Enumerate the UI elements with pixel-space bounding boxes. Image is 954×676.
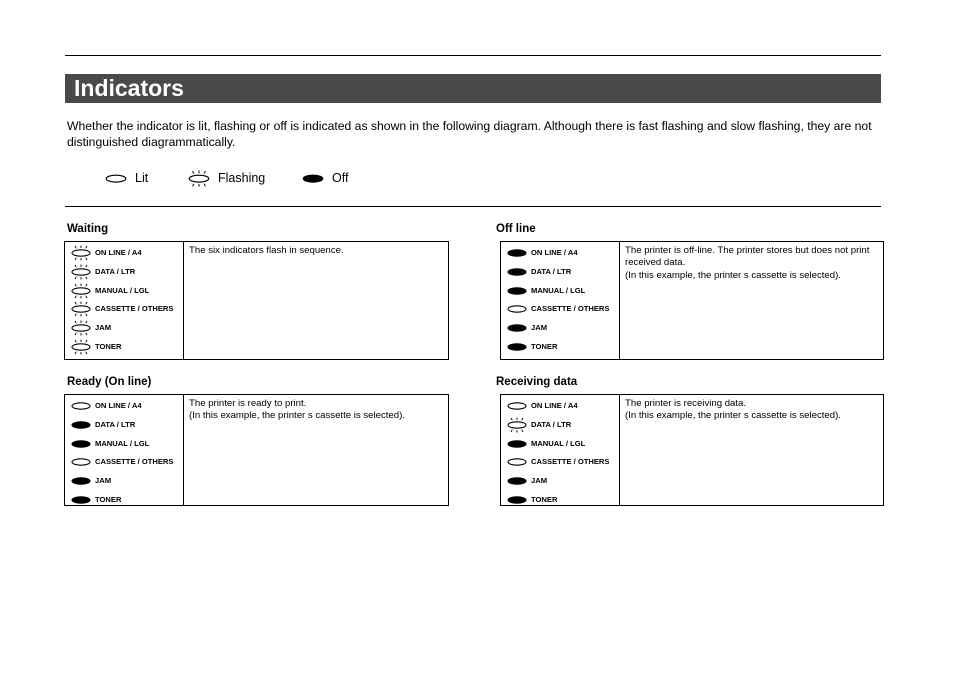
panel-description: The printer is receiving data. (In this example, the printer s cassette is selected).: [625, 398, 841, 422]
indicator-row: [69, 320, 183, 336]
indicator-label: ON LINE / A4: [531, 401, 578, 410]
indicator-row: [505, 492, 619, 508]
indicator-label: DATA / LTR: [95, 419, 136, 429]
indicator-row: [505, 339, 619, 355]
legend-lit-label: Lit: [135, 171, 149, 185]
indicator-label: TONER: [95, 495, 122, 504]
section-title-off-line: Off line: [496, 223, 536, 235]
indicator-row: [505, 398, 619, 414]
indicator-row: [505, 264, 619, 280]
indicator-label: CASSETTE / OTHERS: [531, 457, 610, 467]
page-title: Indicators: [74, 75, 184, 101]
indicator-row: [505, 454, 619, 470]
indicator-column: [65, 395, 184, 505]
indicator-label: CASSETTE / OTHERS: [531, 304, 610, 314]
indicator-row: [69, 245, 183, 261]
indicator-row: [505, 436, 619, 452]
legend-off-label: Off: [332, 171, 349, 185]
indicator-row: [69, 417, 183, 433]
indicator-label: ON LINE / A4: [531, 248, 578, 257]
indicator-label: ON LINE / A4: [95, 401, 142, 410]
indicator-row: [69, 473, 183, 489]
indicator-label: MANUAL / LGL: [531, 285, 586, 295]
indicator-row: [69, 283, 183, 299]
section-divider: [65, 206, 881, 207]
indicator-column: [65, 242, 184, 359]
indicator-label: TONER: [95, 342, 122, 351]
indicator-row: [69, 264, 183, 280]
legend-flashing-label: Flashing: [218, 171, 266, 185]
indicator-row: [505, 473, 619, 489]
indicator-label: DATA / LTR: [531, 419, 572, 429]
panel-ready: [64, 394, 449, 506]
indicator-label: DATA / LTR: [531, 266, 572, 276]
indicator-label: JAM: [531, 323, 548, 333]
indicator-label: MANUAL / LGL: [95, 438, 150, 448]
indicator-row: [505, 320, 619, 336]
indicator-label: MANUAL / LGL: [95, 285, 150, 295]
indicator-row: [69, 398, 183, 414]
page-title-bar: [65, 74, 881, 103]
panel-description: The six indicators flash in sequence.: [189, 245, 344, 256]
indicator-row: [69, 454, 183, 470]
indicator-column: [501, 395, 620, 505]
indicator-label: TONER: [531, 495, 558, 504]
off-indicator-icon: [300, 170, 326, 186]
indicator-row: [505, 301, 619, 317]
indicator-label: TONER: [531, 342, 558, 351]
indicator-label: MANUAL / LGL: [531, 438, 586, 448]
indicator-label: DATA / LTR: [95, 266, 136, 276]
section-title-receiving-data: Receiving data: [496, 376, 578, 388]
flashing-indicator-icon: [186, 170, 212, 186]
panel-description: The printer is ready to print. (In this example, the printer s cassette is selected).: [189, 398, 405, 422]
indicator-row: [505, 417, 619, 433]
indicator-row: [69, 339, 183, 355]
indicator-label: JAM: [95, 476, 112, 486]
section-title-waiting: Waiting: [67, 223, 109, 235]
indicator-row: [505, 245, 619, 261]
lit-indicator-icon: [103, 170, 129, 186]
indicator-row: [505, 283, 619, 299]
indicator-row: [69, 301, 183, 317]
indicator-column: [501, 242, 620, 359]
panel-description: The printer is off-line. The printer stores but does not print received data. (In this example, the printer s cassette is selected).: [625, 245, 870, 281]
indicator-label: CASSETTE / OTHERS: [95, 457, 174, 467]
indicator-label: CASSETTE / OTHERS: [95, 304, 174, 314]
section-title-ready: Ready (On line): [67, 376, 152, 388]
panel-receiving-data: [500, 394, 884, 506]
indicator-label: JAM: [531, 476, 548, 486]
indicator-row: [69, 492, 183, 508]
top-rule: [65, 55, 881, 56]
panel-off-line: [500, 241, 884, 360]
intro-paragraph: Whether the indicator is lit, flashing or off is indicated as shown in the following diagram. Although there is fast flashing and slow flashing, they are not distinguished diagrammatically.: [67, 119, 872, 149]
panel-waiting: [64, 241, 449, 360]
indicator-label: ON LINE / A4: [95, 248, 142, 257]
indicator-label: JAM: [95, 323, 112, 333]
indicator-row: [69, 436, 183, 452]
